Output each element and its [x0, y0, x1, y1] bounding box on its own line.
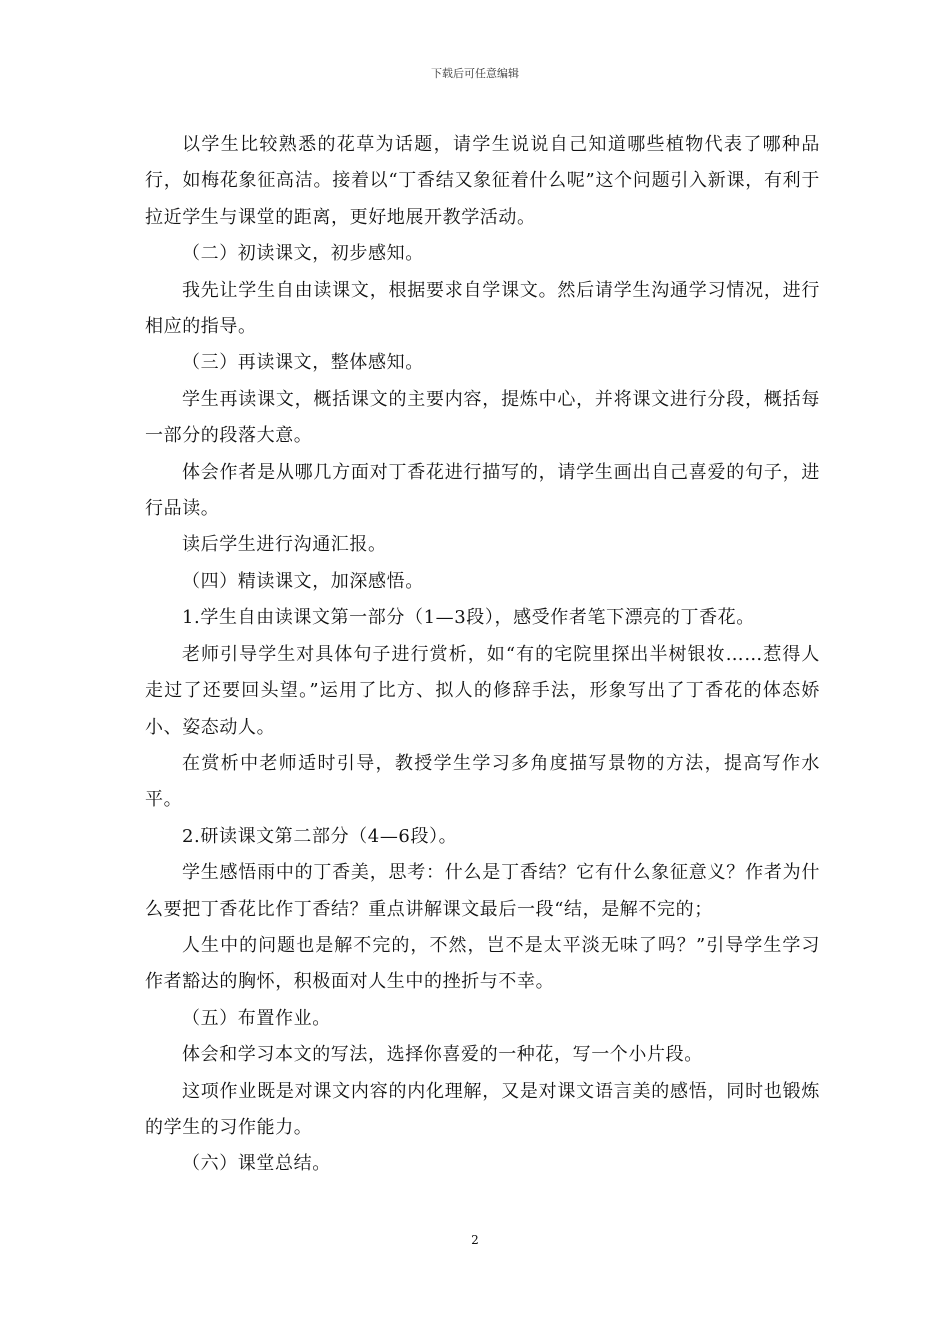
paragraph: 体会作者是从哪几方面对丁香花进行描写的，请学生画出自己喜爱的句子，进行品读。	[145, 461, 820, 520]
paragraph: 在赏析中老师适时引导，教授学生学习多角度描写景物的方法，提高写作水平。	[145, 752, 820, 811]
page-number: 2	[471, 1233, 479, 1247]
paragraph: 体会和学习本文的写法，选择你喜爱的一种花，写一个小片段。	[182, 1044, 703, 1066]
section-heading: （五）布置作业。	[182, 1007, 331, 1029]
paragraph: 1.学生自由读课文第一部分（1—3段），感受作者笔下漂亮的丁香花。	[182, 607, 755, 629]
page-header: 下载后可任意编辑	[431, 67, 519, 80]
section-heading: （六）课堂总结。	[182, 1153, 331, 1175]
paragraph: 以学生比较熟悉的花草为话题，请学生说说自己知道哪些植物代表了哪种品行，如梅花象征高洁。接着以“丁香结又象征着什么呢”这个问题引入新课，有利于拉近学生与课堂的距离，更好地展开教学活动。	[145, 134, 820, 228]
document-body	[145, 127, 820, 1183]
section-heading: （四）精读课文，加深感悟。	[182, 570, 424, 592]
paragraph: 我先让学生自由读课文，根据要求自学课文。然后请学生沟通学习情况，进行相应的指导。	[145, 279, 820, 338]
section-heading: （二）初读课文，初步感知。	[182, 243, 424, 265]
paragraph: 读后学生进行沟通汇报。	[182, 534, 387, 556]
paragraph: 这项作业既是对课文内容的内化理解，又是对课文语言美的感悟，同时也锻炼的学生的习作能力。	[145, 1080, 820, 1138]
paragraph: 学生再读课文，概括课文的主要内容，提炼中心，并将课文进行分段，概括每一部分的段落大意。	[145, 388, 820, 447]
paragraph: 人生中的问题也是解不完的，不然，岂不是太平淡无味了吗？”引导学生学习作者豁达的胸怀，积极面对人生中的挫折与不幸。	[145, 934, 820, 993]
paragraph: 学生感悟雨中的丁香美，思考：什么是丁香结？它有什么象征意义？作者为什么要把丁香花比作丁香结？重点讲解课文最后一段“结，是解不完的；	[145, 862, 820, 920]
paragraph: 老师引导学生对具体句子进行赏析，如“有的宅院里探出半树银妆……惹得人走过了还要回头望。”运用了比方、拟人的修辞手法，形象写出了丁香花的体态娇小、姿态动人。	[145, 643, 820, 738]
section-heading: （三）再读课文，整体感知。	[182, 352, 424, 374]
paragraph: 2.研读课文第二部分（4—6段）。	[182, 825, 458, 847]
